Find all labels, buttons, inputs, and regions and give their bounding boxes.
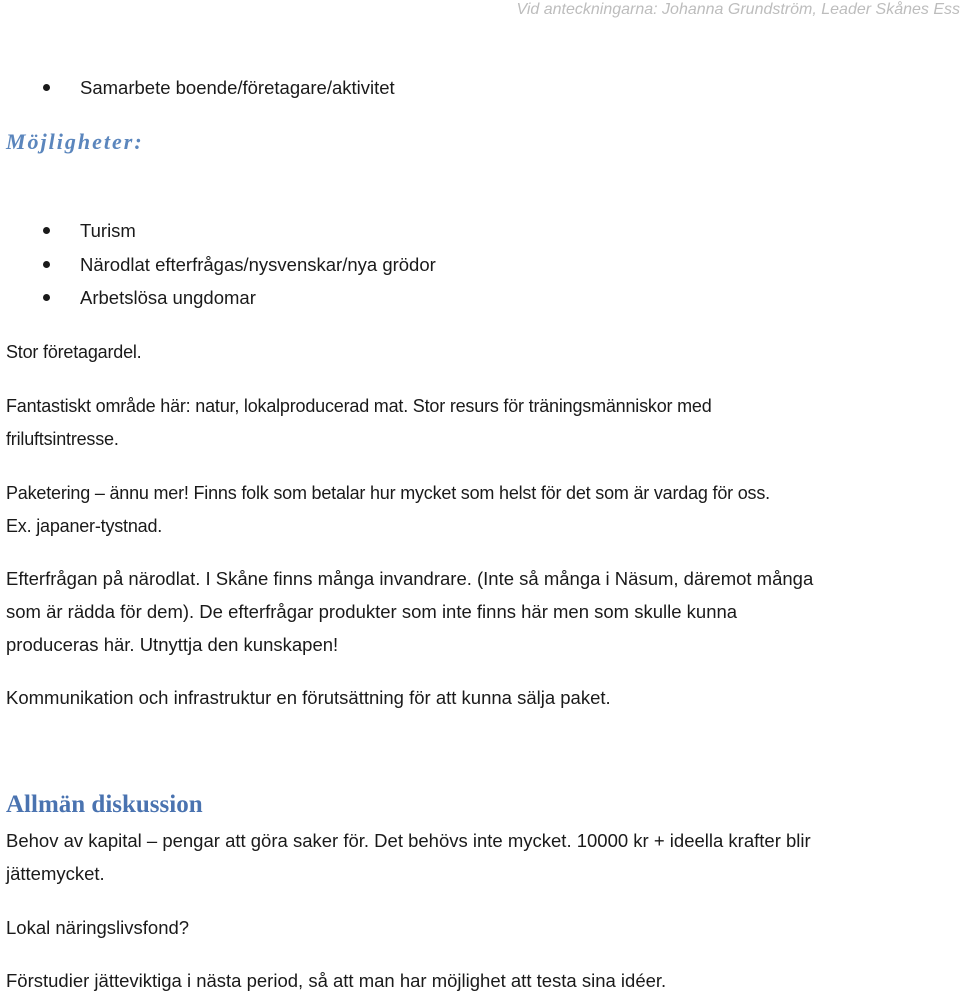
bullet-dot bbox=[43, 84, 50, 91]
paragraph-line: Efterfrågan på närodlat. I Skåne finns många invandrare. (Inte så många i Näsum, däremot många bbox=[6, 568, 814, 589]
list-item: Turism bbox=[80, 220, 136, 241]
paragraph-line: Ex. japaner-tystnad. bbox=[6, 516, 163, 536]
paragraph-line: Paketering – ännu mer! Finns folk som betalar hur mycket som helst för det som är vardag för oss. bbox=[6, 483, 770, 503]
paragraph-line: friluftsintresse. bbox=[6, 429, 119, 449]
list-item: Arbetslösa ungdomar bbox=[80, 287, 256, 308]
bullet-dot bbox=[43, 227, 50, 234]
page-header: Vid anteckningarna: Johanna Grundström, Leader Skånes Ess bbox=[516, 1, 960, 18]
paragraph-line: Lokal näringslivsfond? bbox=[6, 917, 190, 938]
bullet-dot bbox=[43, 294, 50, 301]
paragraph-line: jättemycket. bbox=[6, 863, 105, 884]
paragraph-line: Förstudier jätteviktiga i nästa period, så att man har möjlighet att testa sina idéer. bbox=[6, 970, 667, 991]
paragraph-line: Fantastiskt område här: natur, lokalproducerad mat. Stor resurs för träningsmänniskor med bbox=[6, 396, 712, 416]
paragraph-line: som är rädda för dem). De efterfrågar produkter som inte finns här men som skulle kunna bbox=[6, 601, 738, 622]
paragraph-line: produceras här. Utnyttja den kunskapen! bbox=[6, 634, 339, 655]
list-item: Samarbete boende/företagare/aktivitet bbox=[80, 77, 395, 98]
bullet-dot bbox=[43, 261, 50, 268]
list-item: Närodlat efterfrågas/nysvenskar/nya grödor bbox=[80, 254, 436, 275]
paragraph-line: Kommunikation och infrastruktur en förutsättning för att kunna sälja paket. bbox=[6, 687, 611, 708]
section-heading-allman-diskussion: Allmän diskussion bbox=[6, 791, 203, 818]
paragraph-line: Behov av kapital – pengar att göra saker för. Det behövs inte mycket. 10000 kr + ideella krafter blir bbox=[6, 830, 811, 851]
paragraph-line: Stor företagardel. bbox=[6, 342, 142, 362]
section-heading-mojligheter: Möjligheter: bbox=[6, 129, 144, 154]
